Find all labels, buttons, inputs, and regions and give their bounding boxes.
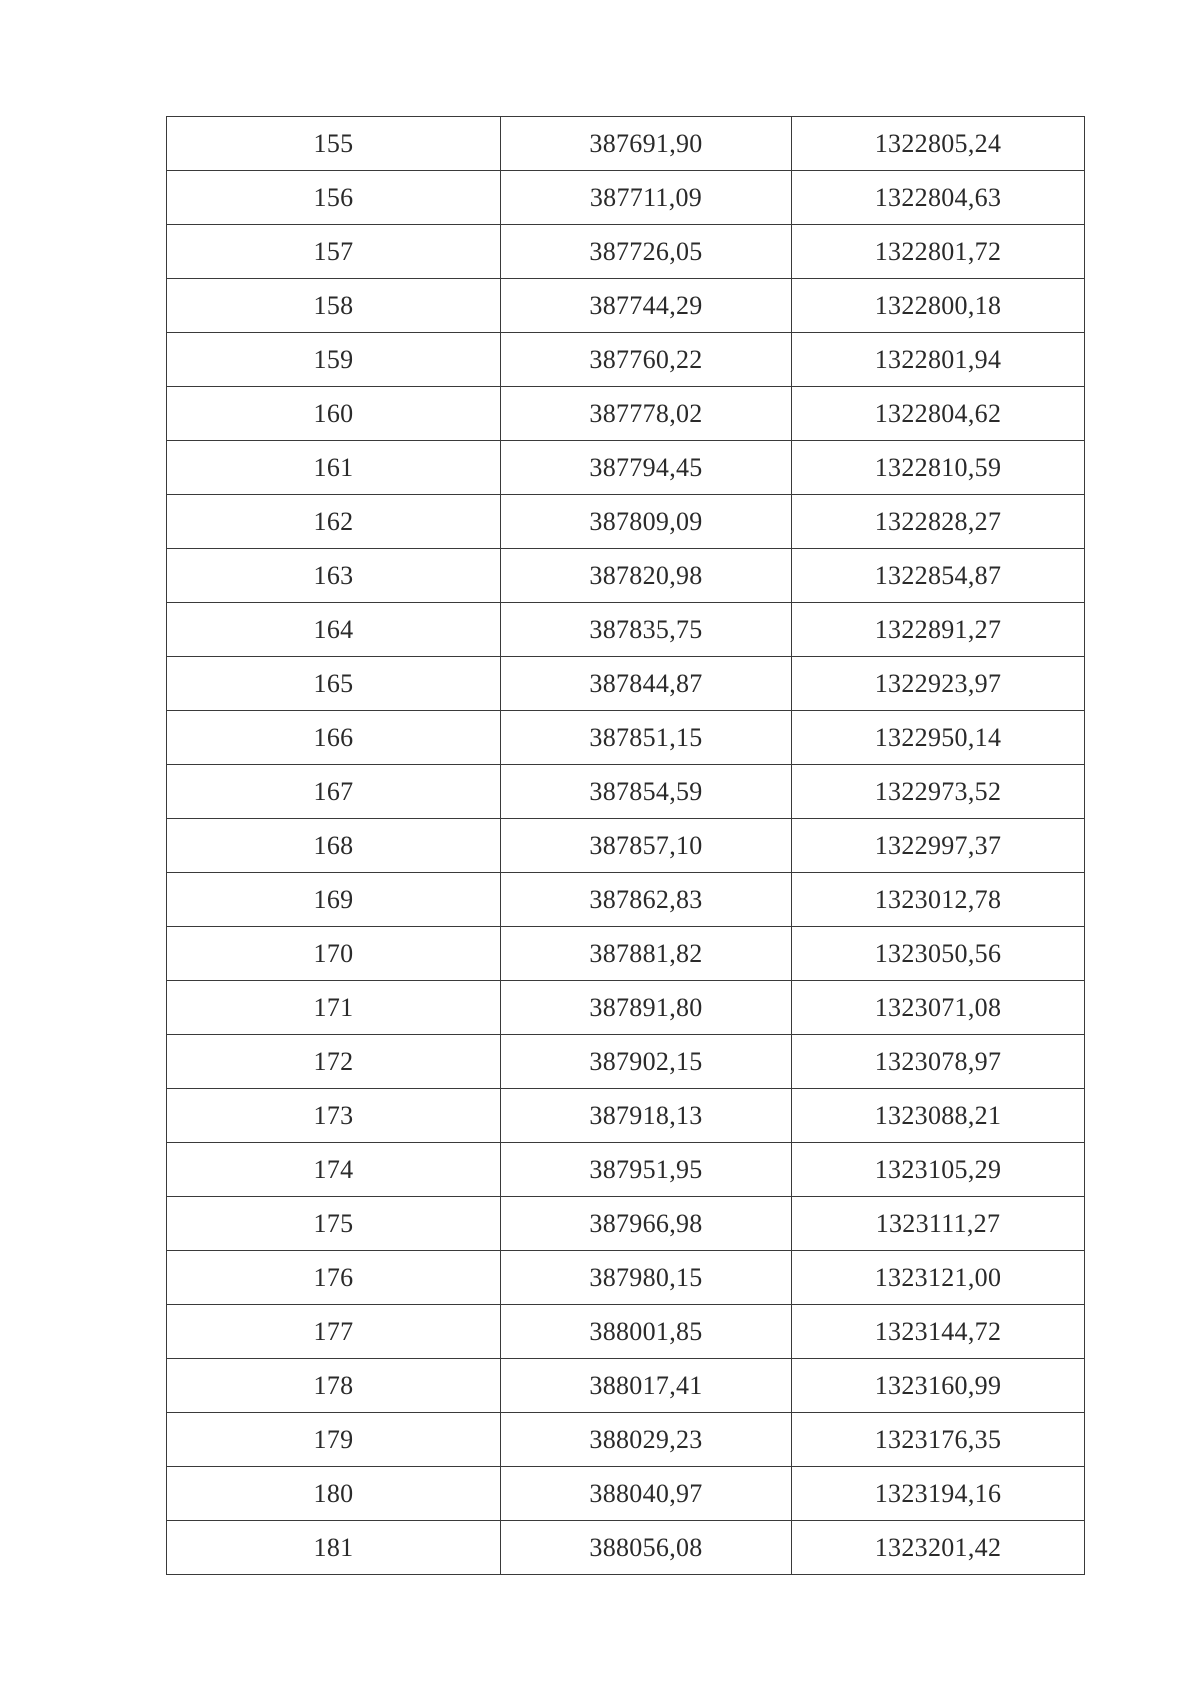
x-coordinate-cell: 388040,97 <box>501 1467 792 1521</box>
table-row <box>167 279 1085 333</box>
coordinates-table-body <box>167 117 1085 1575</box>
point-number-cell: 159 <box>167 333 501 387</box>
table-row <box>167 765 1085 819</box>
table-row <box>167 1035 1085 1089</box>
x-coordinate-cell: 387902,15 <box>501 1035 792 1089</box>
x-coordinate-cell: 387881,82 <box>501 927 792 981</box>
y-coordinate-cell: 1323194,16 <box>792 1467 1085 1521</box>
x-coordinate-cell: 387966,98 <box>501 1197 792 1251</box>
point-number-cell: 178 <box>167 1359 501 1413</box>
point-number-cell: 158 <box>167 279 501 333</box>
point-number-cell: 156 <box>167 171 501 225</box>
table-row <box>167 1467 1085 1521</box>
point-number-cell: 170 <box>167 927 501 981</box>
y-coordinate-cell: 1322800,18 <box>792 279 1085 333</box>
point-number-cell: 164 <box>167 603 501 657</box>
y-coordinate-cell: 1322804,63 <box>792 171 1085 225</box>
point-number-cell: 176 <box>167 1251 501 1305</box>
x-coordinate-cell: 387794,45 <box>501 441 792 495</box>
x-coordinate-cell: 387844,87 <box>501 657 792 711</box>
point-number-cell: 179 <box>167 1413 501 1467</box>
point-number-cell: 173 <box>167 1089 501 1143</box>
point-number-cell: 177 <box>167 1305 501 1359</box>
point-number-cell: 180 <box>167 1467 501 1521</box>
x-coordinate-cell: 387691,90 <box>501 117 792 171</box>
y-coordinate-cell: 1322973,52 <box>792 765 1085 819</box>
y-coordinate-cell: 1323121,00 <box>792 1251 1085 1305</box>
y-coordinate-cell: 1322891,27 <box>792 603 1085 657</box>
y-coordinate-cell: 1322801,72 <box>792 225 1085 279</box>
point-number-cell: 161 <box>167 441 501 495</box>
table-row <box>167 981 1085 1035</box>
x-coordinate-cell: 387851,15 <box>501 711 792 765</box>
y-coordinate-cell: 1323071,08 <box>792 981 1085 1035</box>
y-coordinate-cell: 1323078,97 <box>792 1035 1085 1089</box>
x-coordinate-cell: 388029,23 <box>501 1413 792 1467</box>
table-row <box>167 1359 1085 1413</box>
x-coordinate-cell: 388017,41 <box>501 1359 792 1413</box>
x-coordinate-cell: 387835,75 <box>501 603 792 657</box>
x-coordinate-cell: 387862,83 <box>501 873 792 927</box>
point-number-cell: 172 <box>167 1035 501 1089</box>
y-coordinate-cell: 1323160,99 <box>792 1359 1085 1413</box>
table-row <box>167 1143 1085 1197</box>
table-row <box>167 225 1085 279</box>
point-number-cell: 169 <box>167 873 501 927</box>
x-coordinate-cell: 387744,29 <box>501 279 792 333</box>
y-coordinate-cell: 1323111,27 <box>792 1197 1085 1251</box>
table-row <box>167 603 1085 657</box>
x-coordinate-cell: 387726,05 <box>501 225 792 279</box>
y-coordinate-cell: 1323201,42 <box>792 1521 1085 1575</box>
table-row <box>167 1251 1085 1305</box>
x-coordinate-cell: 388056,08 <box>501 1521 792 1575</box>
y-coordinate-cell: 1322810,59 <box>792 441 1085 495</box>
y-coordinate-cell: 1322801,94 <box>792 333 1085 387</box>
point-number-cell: 163 <box>167 549 501 603</box>
table-row <box>167 657 1085 711</box>
y-coordinate-cell: 1323176,35 <box>792 1413 1085 1467</box>
point-number-cell: 171 <box>167 981 501 1035</box>
coordinates-table <box>166 116 1085 1575</box>
y-coordinate-cell: 1323088,21 <box>792 1089 1085 1143</box>
point-number-cell: 174 <box>167 1143 501 1197</box>
point-number-cell: 165 <box>167 657 501 711</box>
point-number-cell: 175 <box>167 1197 501 1251</box>
table-row <box>167 1197 1085 1251</box>
table-row <box>167 1089 1085 1143</box>
y-coordinate-cell: 1323012,78 <box>792 873 1085 927</box>
table-row <box>167 927 1085 981</box>
point-number-cell: 157 <box>167 225 501 279</box>
y-coordinate-cell: 1323105,29 <box>792 1143 1085 1197</box>
x-coordinate-cell: 387857,10 <box>501 819 792 873</box>
table-row <box>167 495 1085 549</box>
x-coordinate-cell: 387711,09 <box>501 171 792 225</box>
table-row <box>167 873 1085 927</box>
y-coordinate-cell: 1322854,87 <box>792 549 1085 603</box>
table-row <box>167 117 1085 171</box>
x-coordinate-cell: 388001,85 <box>501 1305 792 1359</box>
table-row <box>167 387 1085 441</box>
table-row <box>167 711 1085 765</box>
table-row <box>167 549 1085 603</box>
table-row <box>167 819 1085 873</box>
point-number-cell: 181 <box>167 1521 501 1575</box>
x-coordinate-cell: 387760,22 <box>501 333 792 387</box>
x-coordinate-cell: 387778,02 <box>501 387 792 441</box>
y-coordinate-cell: 1322997,37 <box>792 819 1085 873</box>
y-coordinate-cell: 1322828,27 <box>792 495 1085 549</box>
table-row <box>167 333 1085 387</box>
x-coordinate-cell: 387891,80 <box>501 981 792 1035</box>
table-row <box>167 441 1085 495</box>
x-coordinate-cell: 387918,13 <box>501 1089 792 1143</box>
point-number-cell: 155 <box>167 117 501 171</box>
x-coordinate-cell: 387809,09 <box>501 495 792 549</box>
y-coordinate-cell: 1322950,14 <box>792 711 1085 765</box>
point-number-cell: 167 <box>167 765 501 819</box>
x-coordinate-cell: 387951,95 <box>501 1143 792 1197</box>
table-row <box>167 1413 1085 1467</box>
point-number-cell: 160 <box>167 387 501 441</box>
table-row <box>167 1305 1085 1359</box>
y-coordinate-cell: 1322923,97 <box>792 657 1085 711</box>
table-row <box>167 1521 1085 1575</box>
y-coordinate-cell: 1322804,62 <box>792 387 1085 441</box>
x-coordinate-cell: 387854,59 <box>501 765 792 819</box>
point-number-cell: 168 <box>167 819 501 873</box>
x-coordinate-cell: 387820,98 <box>501 549 792 603</box>
y-coordinate-cell: 1323144,72 <box>792 1305 1085 1359</box>
point-number-cell: 166 <box>167 711 501 765</box>
y-coordinate-cell: 1323050,56 <box>792 927 1085 981</box>
y-coordinate-cell: 1322805,24 <box>792 117 1085 171</box>
point-number-cell: 162 <box>167 495 501 549</box>
x-coordinate-cell: 387980,15 <box>501 1251 792 1305</box>
table-row <box>167 171 1085 225</box>
